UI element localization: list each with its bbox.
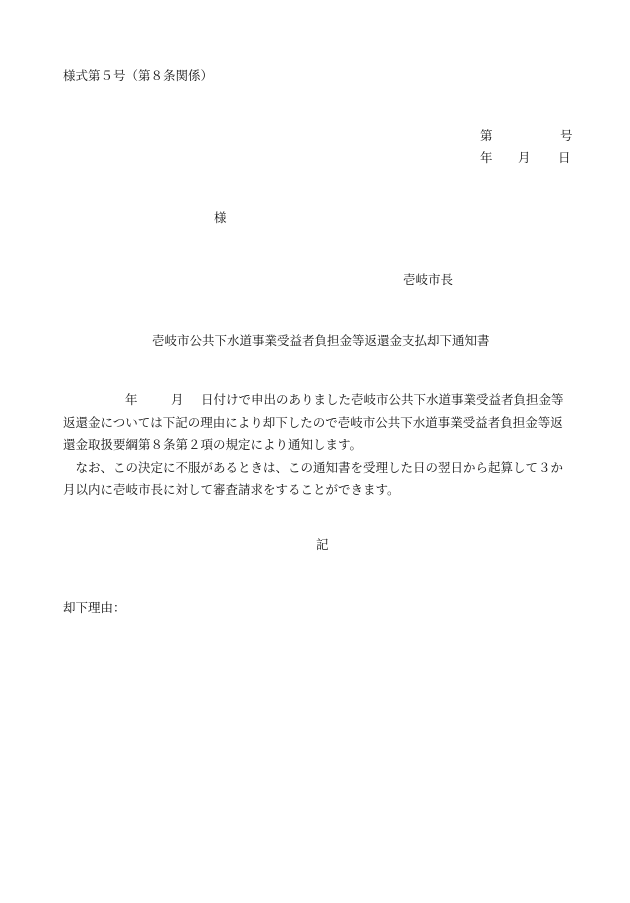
date-year-label: 年 — [480, 150, 493, 165]
body-paragraph-1-text: 日付けで申出のありました壱岐市公共下水道事業受益者負担金等返還金については下記の理由により却下したので壱岐市公共下水道事業受益者負担金等返還金取扱要綱第８条第２項の規定により通知します。 — [63, 392, 564, 452]
reason-label: 却下理由： — [63, 600, 126, 615]
body-year-label: 年 — [125, 392, 138, 407]
document-title: 壱岐市公共下水道事業受益者負担金等返還金支払却下通知書 — [152, 333, 490, 348]
date-month-label: 月 — [518, 150, 531, 165]
ki-heading: 記 — [316, 537, 329, 552]
document-number — [480, 126, 573, 144]
body-paragraph-1 — [63, 389, 571, 457]
body-month-label: 月 — [171, 392, 184, 407]
body-text — [63, 389, 571, 502]
form-label: 様式第５号（第８条関係） — [63, 68, 214, 83]
sender-name: 壱岐市長 — [403, 272, 454, 287]
body-paragraph-2-text: なお、この決定に不服があるときは、この通知書を受理した日の翌日から起算して３か月以内に壱岐市長に対して審査請求をすることができます。 — [63, 459, 564, 497]
document-date — [480, 148, 571, 166]
document-number-prefix: 第 — [480, 128, 493, 143]
date-day-label: 日 — [558, 150, 571, 165]
recipient-honorific: 様 — [214, 210, 227, 225]
body-paragraph-2 — [63, 457, 571, 502]
document-number-suffix: 号 — [560, 128, 573, 143]
